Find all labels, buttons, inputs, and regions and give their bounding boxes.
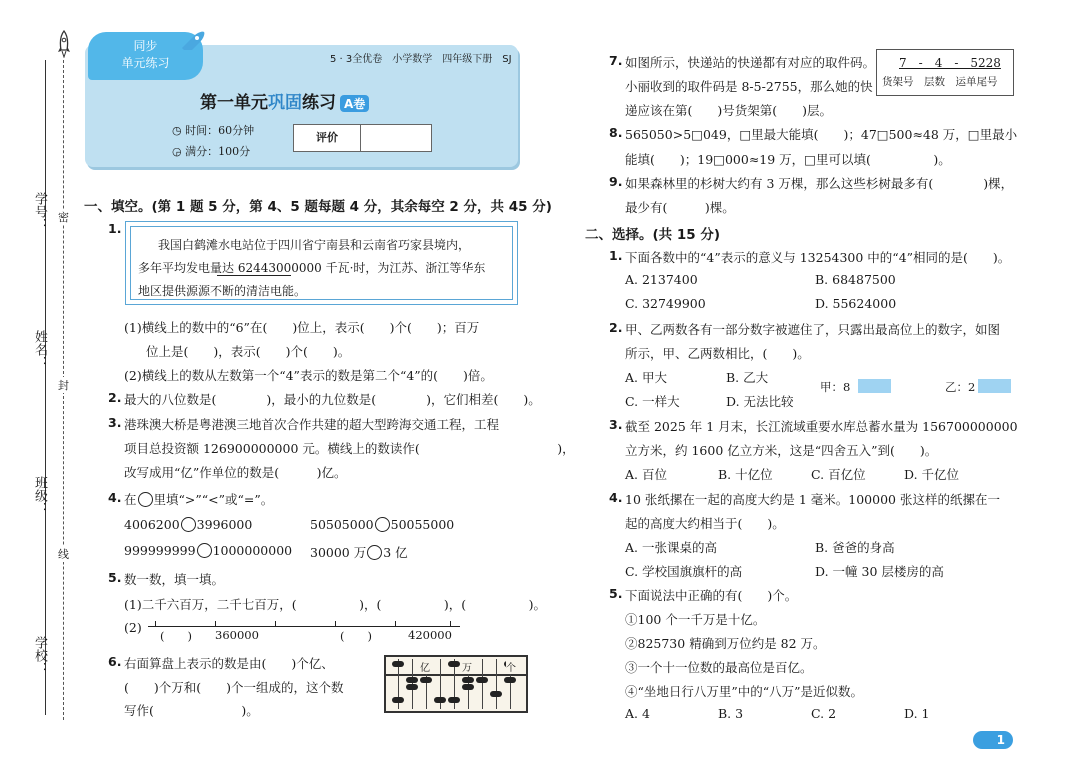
q3-number: 3. [108,415,122,430]
abacus-bead [406,684,418,690]
abacus-label-wan: 万 [462,659,472,674]
s2-q2-option-d[interactable]: D. 无法比较 [726,394,794,409]
s2-q4-line-1: 10 张纸摞在一起的高度大约是 1 毫米。100000 张这样的纸摞在一 [625,492,1000,507]
abacus-rod [482,659,483,709]
badge-line-1: 同步 [133,39,158,53]
score-text: 满分：100分 [185,145,251,158]
circle-icon [138,492,153,507]
series-info: 5 · 3全优卷 小学数学 四年级下册 SJ [330,54,512,65]
s2-q1-option-d[interactable]: D. 55624000 [815,296,897,311]
abacus-bead [420,677,432,683]
q7-line-3: 递应该在第( )号货架第( )层。 [625,103,833,118]
s2-q3-option-c[interactable]: C. 百亿位 [811,467,866,482]
s2-q2-line-1: 甲、乙两数各有一部分数字被遮住了，只露出最高位上的数字，如图 [625,322,1001,337]
q4-d-right: 3 亿 [383,545,408,560]
title-part-3: 练习 [302,93,336,113]
q5-tick [335,621,336,626]
s2-q3-option-b[interactable]: B. 十亿位 [718,467,773,482]
student-no-label: 学号： [32,192,47,231]
abacus-bead [462,684,474,690]
q7-number: 7. [609,53,623,68]
q5-value-1: 360000 [215,628,259,642]
q6-line-3: 写作( )。 [124,703,259,718]
q1-part1-line-a: (1)横线上的数中的“6”在( )位上，表示( )个( )；百万 [124,320,480,335]
rocket-icon [56,30,72,62]
s2-q4-number: 4. [609,490,623,505]
q4-a-left: 4006200 [124,517,180,532]
yi-number-label: 乙：2 [945,380,976,394]
q4-instruction [124,490,273,508]
paper-tag: A卷 [340,95,369,112]
seal-mi-mark: 密 [58,211,69,224]
q7-line-2: 小丽收到的取件码是 8-5-2755，那么她的快 [625,79,873,94]
q4-d-compare-circle[interactable] [367,545,382,560]
q5-part2-label: (2) [124,620,142,635]
seal-feng-mark: 封 [58,379,69,392]
s2-q2-option-a[interactable]: A. 甲大 [625,370,667,385]
rating-input[interactable] [361,125,431,151]
s2-q4-option-c[interactable]: C. 学校国旗旗杆的高 [625,564,743,579]
abacus-bead [504,677,516,683]
s2-q3-number: 3. [609,417,623,432]
s2-q2-number: 2. [609,320,623,335]
q8-line-1: 565050>5□049，□里最大能填( )；47□500≈48 万，□里最小 [625,127,1018,142]
score-info [172,143,250,159]
q4-row-2 [124,543,292,558]
s2-q4-option-d[interactable]: D. 一幢 30 层楼房的高 [815,564,944,579]
q4-a-compare-circle[interactable] [181,517,196,532]
q1-underline [217,275,291,276]
abacus-beam [386,674,526,676]
q4-text-a: 在 [124,492,137,507]
time-text: 时间：60分钟 [185,124,255,137]
s2-q5-option-d[interactable]: D. 1 [904,706,930,721]
school-label: 学校： [32,636,47,675]
s2-q5-option-b[interactable]: B. 3 [718,706,744,721]
q2-text: 最大的八位数是( )，最小的九位数是( )，它们相差( )。 [124,392,541,407]
jia-hidden-digits [858,379,891,393]
abacus-bead [392,661,404,667]
q9-number: 9. [609,174,623,189]
name-label: 姓名： [32,330,47,369]
s2-q4-line-2: 起的高度大约相当于( )。 [625,516,785,531]
student-no-field[interactable] [44,62,45,182]
q4-c-compare-circle[interactable] [197,543,212,558]
q4-d-left: 30000 万 [310,545,367,560]
s2-q3-line-2: 立方米，约 1600 亿立方米，这是“四舍五入”到( )。 [625,443,938,458]
page-number: 1 [973,731,1013,749]
q4-c-left: 999999999 [124,543,196,558]
q9-line-2: 最少有( )棵。 [625,200,735,215]
s2-q4-option-a[interactable]: A. 一张课桌的高 [625,540,717,555]
s2-q1-number: 1. [609,248,623,263]
q8-number: 8. [609,125,623,140]
abacus-bead [448,697,460,703]
abacus-label-ge: 个 [506,659,516,674]
q4-row-2b [310,543,408,561]
abacus-bead [490,691,502,697]
q4-b-compare-circle[interactable] [375,517,390,532]
jia-number-label: 甲：8 [820,380,851,394]
binding-edge-line [45,60,46,715]
q4-c-right: 1000000000 [212,543,293,558]
s2-q5-statement-2: ②825730 精确到万位约是 82 万。 [625,636,826,651]
q5-number: 5. [108,570,122,585]
q1-passage-line-3: 地区提供源源不断的清洁电能。 [138,284,307,298]
title-part-2: 巩固 [268,93,302,113]
q3-line-3: 改写成用“亿”作单位的数是( )亿。 [124,465,347,480]
s2-q2-option-c[interactable]: C. 一样大 [625,394,680,409]
s2-q2-line-2: 所示，甲、乙两数相比，( )。 [625,346,810,361]
q5-part1: (1)二千六百万，二千七百万，( )，( )，( )。 [124,597,546,612]
q2-number: 2. [108,390,122,405]
s2-q2-option-b[interactable]: B. 乙大 [726,370,769,385]
badge-line-2: 单元练习 [121,56,170,70]
s2-q1-option-c[interactable]: C. 32749900 [625,296,706,311]
clock-icon: ◷ [172,124,186,137]
time-info [172,122,254,138]
class-label: 班级： [32,476,47,515]
s2-q5-text: 下面说法中正确的有( )个。 [625,588,798,603]
pickup-code: 7 - 4 - 5228 [899,56,1001,70]
q5-tick [450,621,451,626]
q1-number: 1. [108,221,122,236]
page-title [200,88,369,113]
abacus-bead [392,697,404,703]
s2-q5-statement-1: ①100 个一千万是十亿。 [625,612,766,627]
pickup-code-labels: 货架号 层数 运单尾号 [882,76,998,88]
s2-q1-text: 下面各数中的“4”表示的意义与 13254300 中的“4”相同的是( )。 [625,250,1011,265]
q4-number: 4. [108,490,122,505]
q5-value-2: 420000 [408,628,452,642]
rating-box [293,124,432,152]
q5-blank-2[interactable]: ( ) [340,629,372,643]
s2-q3-line-1: 截至 2025 年 1 月末，长江流域重要水库总蓄水量为 156700000000 [625,419,1018,434]
seal-xian-mark: 线 [58,548,69,561]
abacus-bead [434,697,446,703]
rocket-badge-icon [180,30,206,54]
s2-q4-option-b[interactable]: B. 爸爸的身高 [815,540,895,555]
abacus-label-yi: 亿 [420,659,430,674]
q4-row-1 [124,517,252,532]
s2-q5-statement-3: ③一个十一位数的最高位是百亿。 [625,660,813,675]
q5-number-line [148,626,460,627]
q4-b-right: 50055000 [390,517,455,532]
abacus-rod [496,659,497,709]
q9-line-1: 如果森林里的杉树大约有 3 万棵，那么这些杉树最多有( )棵， [625,176,1014,191]
s2-q1-option-b[interactable]: B. 68487500 [815,272,896,287]
q3-line-1: 港珠澳大桥是粤港澳三地首次合作共建的超大型跨海交通工程，工程 [124,417,500,432]
s2-q3-option-a[interactable]: A. 百位 [625,467,667,482]
abacus-figure [384,655,528,713]
abacus-bead [476,677,488,683]
section-2-heading: 二、选择。(共 15 分) [585,227,721,243]
q1-passage-line-1: 我国白鹤滩水电站位于四川省宁南县和云南省巧家县境内， [158,238,471,252]
q1-part2: (2)横线上的数从左数第一个“4”表示的数是第二个“4”的( )倍。 [124,368,493,383]
q5-tick [215,621,216,626]
q4-row-1b [310,517,454,532]
q5-tick [395,621,396,626]
pickup-code-figure [876,49,1014,96]
q3-line-2: 项目总投资额 126900000000 元。横线上的数读作( )， [124,441,575,456]
yi-hidden-digits [978,379,1011,393]
q5-tick [275,621,276,626]
q5-title: 数一数，填一填。 [124,572,225,587]
abacus-bead [462,677,474,683]
s2-q5-option-c[interactable]: C. 2 [811,706,837,721]
q4-b-left: 50505000 [310,517,374,532]
abacus-bead [406,677,418,683]
s2-q3-option-d[interactable]: D. 千亿位 [904,467,960,482]
q7-line-1: 如图所示，快递站的快递都有对应的取件码。 [625,55,876,70]
rating-label: 评价 [294,125,361,151]
q6-line-1: 右面算盘上表示的数是由( )个亿、 [124,656,334,671]
q5-blank-1[interactable]: ( ) [160,629,192,643]
s2-q1-option-a[interactable]: A. 2137400 [625,272,698,287]
section-1-heading: 一、填空。(第 1 题 5 分，第 4、5 题每题 4 分，其余每空 2 分，共 45 分) [84,199,552,215]
q5-tick [155,621,156,626]
check-icon: ◶ [172,145,186,158]
s2-q5-number: 5. [609,586,623,601]
abacus-bead [448,661,460,667]
q6-number: 6. [108,654,122,669]
q6-line-2: ( )个万和( )个一组成的，这个数 [124,680,344,695]
q1-part1-line-b: 位上是( )，表示( )个( )。 [146,344,351,359]
q4-text-b: 里填“>”“<”或“=”。 [153,492,274,507]
q4-a-right: 3996000 [196,517,253,532]
s2-q5-statement-4: ④“坐地日行八万里”中的“八万”是近似数。 [625,684,864,699]
q1-passage-line-2: 多年平均发电量达 62443000000 千瓦·时，为江苏、浙江等华东 [138,261,486,275]
s2-q5-option-a[interactable]: A. 4 [625,706,650,721]
q8-line-2: 能填( )；19□000≈19 万，□里可以填( )。 [625,152,951,167]
title-part-1: 第一单元 [200,93,268,113]
